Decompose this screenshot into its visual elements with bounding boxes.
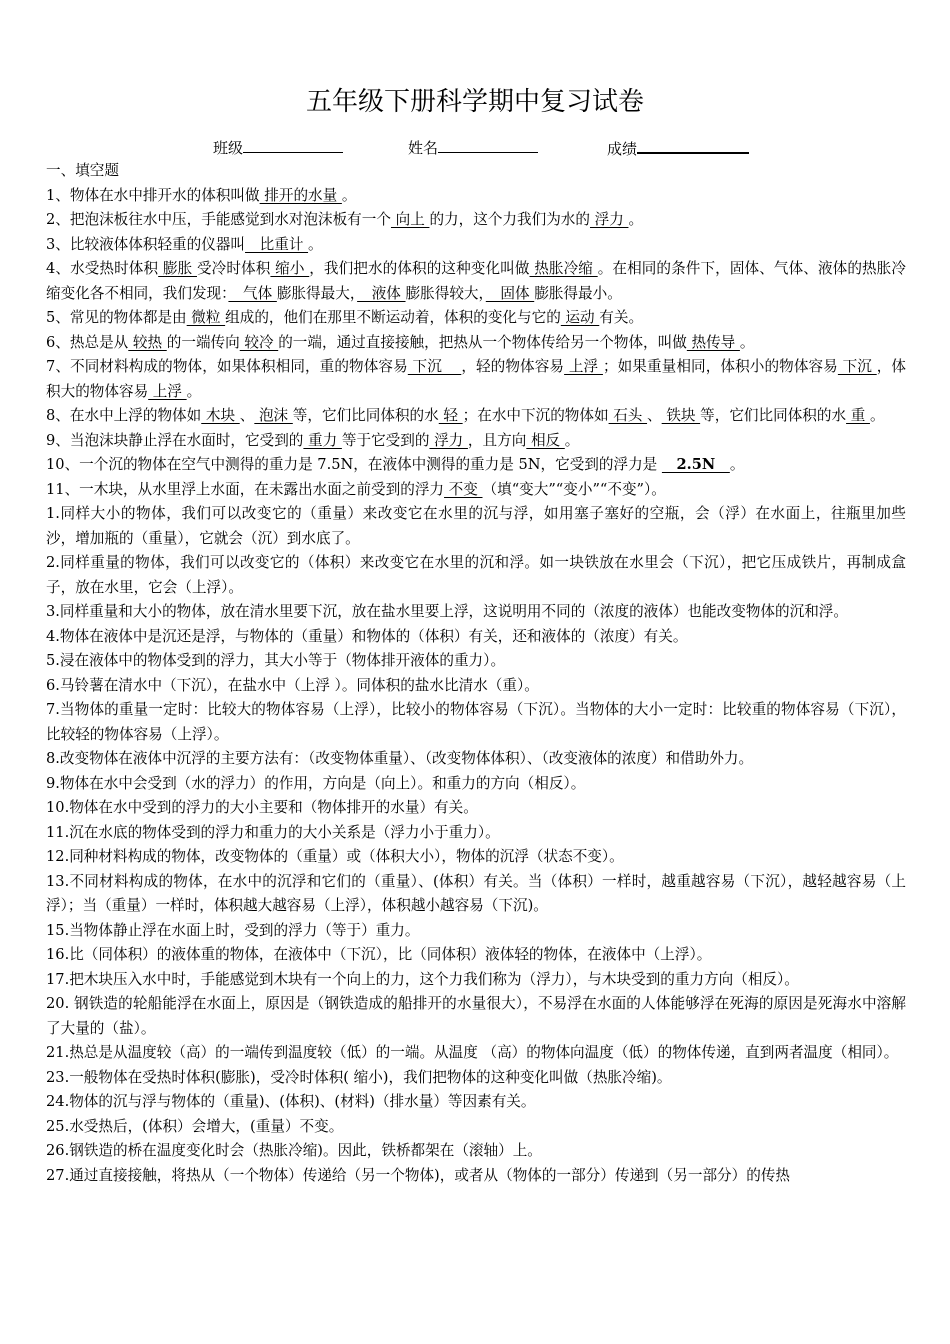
answer-blank: 木块 — [201, 407, 240, 424]
answer-blank: 较冷 — [239, 333, 279, 351]
answer-blank: 不变 — [444, 480, 483, 498]
question-text: ；在水中下沉的物体如 — [462, 407, 609, 424]
question-text: 、常见的物体都是由 — [55, 309, 187, 326]
answer-blank: 石头 — [608, 407, 648, 424]
fill-question — [46, 331, 906, 356]
review-item: 17.把木块压入水中时，手能感觉到木块有一个向上的力，这个力我们称为（浮力），与木块受到的重力方向（相反）。 — [46, 970, 799, 988]
fill-question — [46, 306, 906, 331]
fill-question — [46, 184, 906, 209]
question-text: 。 — [341, 186, 357, 204]
question-text: 。 — [308, 235, 323, 253]
review-item: 7.当物体的重量一定时：比较大的物体容易（上浮），比较小的物体容易（下沉）。当物体的大小一定时：比较重的物体容易（下沉），比较轻的物体容易（上浮）。 — [46, 701, 906, 743]
question-text: 。 — [729, 456, 745, 473]
review-item: 12.同种材料构成的物体，改变物体的（重量）或（体积大小），物体的沉浮（状态不变）。 — [46, 848, 624, 865]
name-blank[interactable] — [438, 138, 538, 153]
question-text: （填“变大”“变小”“不变”）。 — [482, 480, 666, 498]
review-item: 20. 钢铁造的轮船能浮在水面上，原因是（钢铁造成的船排开的水量很大），不易浮在水面的人体能够浮在死海的原因是死海水中溶解了大量的（盐）。 — [46, 995, 906, 1037]
question-number: 6 — [46, 333, 56, 351]
question-number: 5 — [46, 309, 56, 326]
question-text: 、一个沉的物体在空气中测得的重力是 7.5N，在液体中测得的重力是 5N，它受到的浮力是 — [64, 456, 662, 473]
answer-blank: 气体 — [228, 284, 277, 302]
question-number: 1 — [46, 186, 56, 204]
section-heading: 一、填空题 — [46, 162, 119, 179]
question-text: 组成的，他们在那里不断运动着，体积的变化与它的 — [225, 309, 561, 326]
question-text: 受冷时体积 — [197, 260, 271, 277]
review-item: 27.通过直接接触，将热从（一个物体）传递给（另一个物体)，或者从（物体的一部分）传递到（另一部分）的传热 — [46, 1166, 791, 1184]
question-text: 、把泡沫板往水中压，手能感觉到水对泡沫板有一个 — [55, 211, 391, 228]
score-blank[interactable] — [637, 138, 749, 154]
class-label: 班级 — [213, 139, 244, 157]
review-item: 26.钢铁造的桥在温度变化时会（热胀冷缩)。因此，铁桥都架在（滚轴）上。 — [46, 1142, 542, 1159]
review-item: 16.比（同体积）的液体重的物体，在液体中（下沉），比（同体积）液体轻的物体，在液体中（上浮）。 — [46, 946, 712, 963]
review-item: 10.物体在水中受到的浮力的大小主要和（物体排开的水量）有关。 — [46, 799, 478, 816]
answer-blank: 较热 — [128, 333, 167, 351]
question-content — [46, 159, 906, 1188]
answer-blank: 2.5N — [661, 456, 730, 473]
question-text: 膨胀得最大， — [276, 284, 358, 302]
review-item: 21.热总是从温度较（高）的一端传到温度较（低）的一端。从温度 （高）的物体向温度（低）的物体传递，直到两者温度（相同）。 — [46, 1044, 899, 1061]
question-number: 10 — [46, 456, 65, 473]
question-text: 等于它受到的 — [341, 431, 430, 449]
question-text: 、 — [647, 407, 662, 424]
score-field[interactable] — [607, 138, 749, 159]
fill-question — [46, 404, 906, 429]
answer-blank: 膨胀 — [158, 260, 197, 277]
question-text: 。 — [869, 407, 885, 424]
answer-blank: 缩小 — [270, 260, 310, 277]
question-text: ，轻的物体容易 — [461, 358, 565, 375]
question-text: 的力，这个力我们为水的 — [429, 211, 590, 228]
name-label: 姓名 — [408, 139, 439, 157]
answer-blank: 下沉 — [407, 358, 462, 375]
answer-blank: 泡沫 — [254, 407, 293, 424]
answer-blank: 上浮 — [564, 358, 603, 375]
fill-question — [46, 257, 906, 306]
fill-question — [46, 478, 906, 503]
fill-question — [46, 453, 906, 478]
question-text: ，且方向 — [467, 431, 527, 449]
question-number: 8 — [46, 407, 56, 424]
review-item: 5.浸在液体中的物体受到的浮力，其大小等于（物体排开液体的重力）。 — [46, 652, 506, 669]
answer-blank: 运动 — [560, 309, 600, 326]
answer-blank: 液体 — [357, 284, 406, 302]
question-text: 。 — [739, 333, 755, 351]
question-text: 、 — [239, 407, 255, 424]
answer-blank: 浮力 — [589, 211, 629, 228]
review-item: 23.一般物体在受热时体积(膨胀)，受冷时体积( 缩小)，我们把物体的这种变化叫做（热胀冷缩)。 — [46, 1068, 672, 1086]
fill-question — [46, 355, 906, 404]
question-text: 等，它们比同体积的水 — [292, 407, 439, 424]
answer-blank: 重 — [846, 407, 870, 424]
question-text: 有关。 — [599, 309, 644, 326]
answer-blank: 热胀冷缩 — [529, 260, 598, 277]
answer-blank: 固体 — [485, 284, 535, 302]
review-item: 3.同样重量和大小的物体，放在清水里要下沉，放在盐水里要上浮，这说明用不同的（浓度的液体）也能改变物体的沉和浮。 — [46, 603, 848, 620]
page-title: 五年级下册科学期中复习试卷 — [305, 87, 644, 117]
answer-blank: 比重计 — [245, 235, 309, 253]
answer-blank: 重力 — [303, 431, 342, 449]
class-field[interactable] — [213, 138, 343, 158]
review-item: 2.同样重量的物体，我们可以改变它的（体积）来改变它在水里的沉和浮。如一块铁放在水里会（下沉），把它压成铁片，再制成盒子，放在水里，它会（上浮）。 — [46, 554, 906, 596]
answer-blank: 铁块 — [661, 407, 701, 424]
review-item: 9.物体在水中会受到（水的浮力）的作用，方向是（向上）。和重力的方向（相反）。 — [46, 774, 586, 792]
review-item: 13.不同材料构成的物体，在水中的沉浮和它们的（重量）、(体积）有关。当（体积）一样时，越重越容易（下沉），越轻越容易（上浮）；当（重量）一样时，体积越大越容易（上浮），体积越小越容易（下沉)。 — [46, 872, 906, 914]
answer-blank: 微粒 — [186, 309, 226, 326]
name-field[interactable] — [408, 138, 538, 158]
question-number: 11 — [46, 480, 65, 498]
question-text: 、一木块，从水里浮上水面，在未露出水面之前受到的浮力 — [64, 480, 445, 498]
question-number: 9 — [46, 431, 56, 449]
answer-blank: 相反 — [526, 431, 565, 449]
question-text: 等，它们比同体积的水 — [700, 407, 847, 424]
question-number: 2 — [46, 211, 56, 228]
question-text: 、当泡沫块静止浮在水面时，它受到的 — [55, 431, 304, 449]
fill-question — [46, 233, 906, 258]
question-text: ，我们把水的体积的这种变化叫做 — [309, 260, 530, 277]
question-text: 、比较液体体积轻重的仪器叫 — [55, 235, 246, 253]
question-text: 膨胀得最小。 — [534, 284, 622, 302]
score-label: 成绩 — [607, 140, 638, 158]
answer-blank: 浮力 — [429, 431, 468, 449]
class-blank[interactable] — [243, 138, 343, 153]
question-text: 。 — [628, 211, 644, 228]
question-text: 。 — [186, 382, 202, 400]
review-item: 4.物体在液体中是沉还是浮，与物体的（重量）和物体的（体积）有关，还和液体的（浓度）有关。 — [46, 627, 688, 645]
question-text: 、水受热时体积 — [55, 260, 159, 277]
question-number: 7 — [46, 358, 56, 375]
question-text: 、物体在水中排开水的体积叫做 — [55, 186, 260, 204]
review-items — [46, 502, 906, 1188]
answer-blank: 向上 — [390, 211, 430, 228]
review-item: 1.同样大小的物体，我们可以改变它的（重量）来改变它在水里的沉与浮，如用塞子塞好的空瓶，会（浮）在水面上，往瓶里加些沙，增加瓶的（重量），它就会（沉）到水底了。 — [46, 505, 906, 547]
question-text: 、在水中上浮的物体如 — [55, 407, 202, 424]
answer-blank: 热传导 — [686, 333, 740, 351]
fill-in-questions — [46, 184, 906, 503]
question-text: 。 — [564, 431, 580, 449]
review-item: 11.沉在水底的物体受到的浮力和重力的大小关系是（浮力小于重力）。 — [46, 823, 500, 841]
answer-blank: 下沉 — [837, 358, 877, 375]
answer-blank: 轻 — [438, 407, 463, 424]
question-text: 、不同材料构成的物体，如果体积相同，重的物体容易 — [55, 358, 408, 375]
review-item: 25.水受热后，(体积）会增大，(重量）不变。 — [46, 1117, 344, 1135]
question-text: 膨胀得较大， — [405, 284, 486, 302]
review-item: 24.物体的沉与浮与物体的（重量)、(体积)、(材料)（排水量）等因素有关。 — [46, 1093, 536, 1110]
question-text: 的一端传向 — [166, 333, 240, 351]
review-item: 8.改变物体在液体中沉浮的主要方法有：（改变物体重量）、（改变物体体积）、（改变液体的浓度）和借助外力。 — [46, 750, 754, 767]
review-item: 15.当物体静止浮在水面上时，受到的浮力（等于）重力。 — [46, 921, 420, 939]
question-text: 、热总是从 — [55, 333, 129, 351]
question-number: 3 — [46, 235, 56, 253]
question-text: ，体积大的物体容易 — [46, 358, 906, 400]
question-text: 。在相同的条件下，固体、气体、液体的热胀冷缩变化各不相同，我们发现： — [46, 260, 906, 302]
question-number: 4 — [46, 260, 56, 277]
fill-question — [46, 429, 906, 454]
review-item: 6.马铃薯在清水中（下沉），在盐水中（上浮 ）。同体积的盐水比清水（重）。 — [46, 676, 539, 694]
answer-blank: 上浮 — [148, 382, 187, 400]
fill-question — [46, 208, 906, 233]
question-text: 的一端，通过直接接触，把热从一个物体传给另一个物体，叫做 — [278, 333, 687, 351]
question-text: ；如果重量相同，体积小的物体容易 — [602, 358, 838, 375]
answer-blank: 排开的水量 — [259, 186, 342, 204]
